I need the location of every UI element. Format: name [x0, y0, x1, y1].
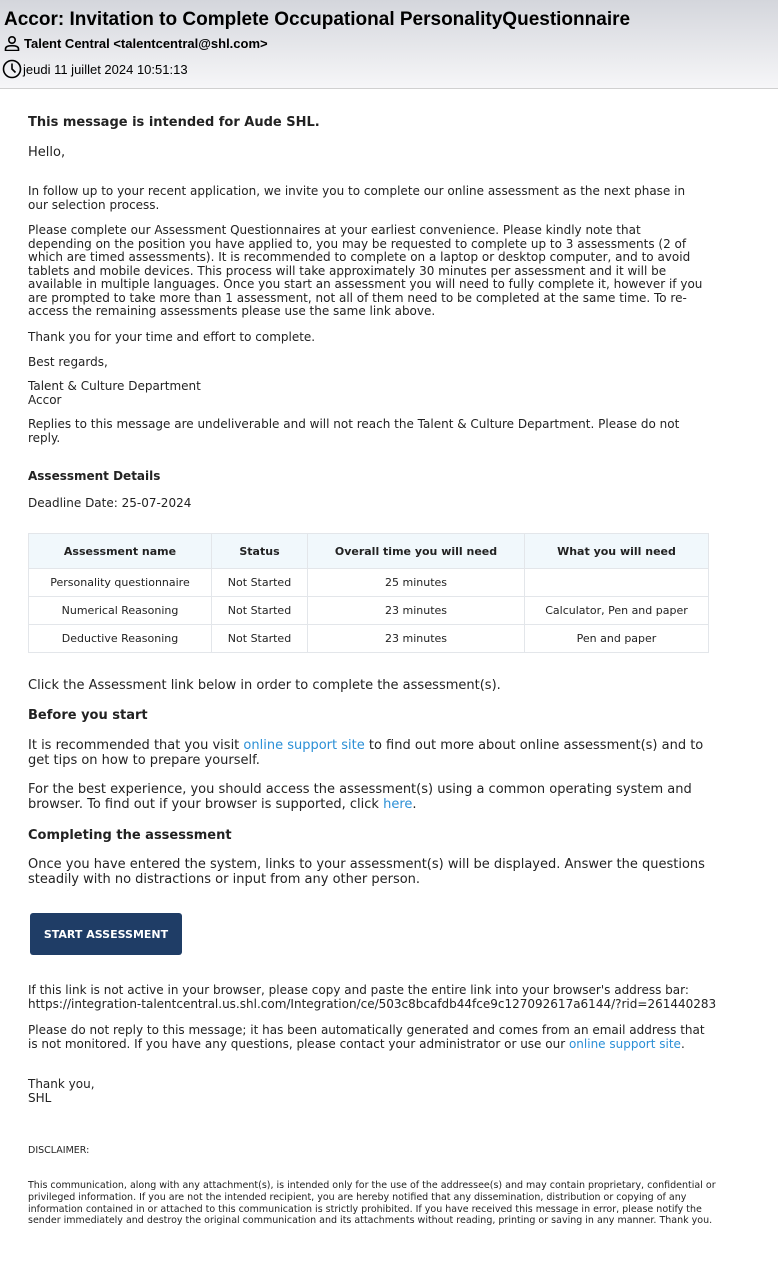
- regards-text: Best regards,: [28, 355, 108, 369]
- completing-paragraph: Once you have entered the system, links to your assessment(s) will be displayed. Answer the questions steadily with no distractions or input from any other person.: [28, 857, 705, 887]
- cell: Not Started: [212, 625, 308, 653]
- cell: Not Started: [212, 569, 308, 597]
- cell: Numerical Reasoning: [29, 597, 212, 625]
- cell: 23 minutes: [308, 597, 525, 625]
- noreply-paragraph: [28, 1024, 708, 1051]
- cell: Pen and paper: [525, 625, 709, 653]
- text: It is recommended that you visit: [28, 738, 244, 753]
- assessment-url[interactable]: https://integration-talentcentral.us.shl.com/Integration/ce/503c8bcafdb44fce9c127092617a6144/?rid=261440283: [28, 996, 717, 1011]
- department: Talent & Culture Department: [28, 379, 201, 393]
- browser-check-link[interactable]: here: [383, 797, 413, 812]
- cell: Calculator, Pen and paper: [525, 597, 709, 625]
- email-header: [0, 0, 778, 89]
- header-cell: Overall time you will need: [308, 534, 525, 569]
- link-note: [28, 984, 728, 1011]
- online-support-link[interactable]: online support site: [243, 738, 365, 753]
- cell: 25 minutes: [308, 569, 525, 597]
- cell: Not Started: [212, 597, 308, 625]
- click-instruction: Click the Assessment link below in order to complete the assessment(s).: [28, 678, 501, 693]
- cell: 23 minutes: [308, 625, 525, 653]
- paragraph-intro: In follow up to your recent application, we invite you to complete our online assessment as the next phase in our selection process.: [28, 184, 686, 212]
- text: For the best experience, you should access the assessment(s) using a common operating system and browser. To find out if your browser is supported, click: [28, 782, 692, 812]
- date-text: jeudi 11 juillet 2024 10:51:13: [23, 61, 188, 77]
- header-cell: Status: [212, 534, 308, 569]
- sender-text: Talent Central <talentcentral@shl.com>: [24, 35, 268, 51]
- greeting: Hello,: [28, 145, 66, 160]
- cell: [525, 569, 709, 597]
- browser-paragraph: [28, 782, 708, 812]
- details-heading: Assessment Details: [28, 469, 161, 483]
- email-sender: [4, 35, 268, 51]
- recommend-paragraph: [28, 738, 708, 768]
- text: .: [680, 1036, 685, 1051]
- replies-note: Replies to this message are undeliverable and will not reach the Talent & Culture Department. Please do not reply.: [28, 417, 680, 445]
- start-assessment-button[interactable]: START ASSESSMENT: [30, 913, 182, 955]
- table-header-row: [29, 534, 709, 569]
- person-icon: [4, 35, 20, 51]
- table-row: [29, 569, 709, 597]
- table-row: [29, 625, 709, 653]
- email-subject: Accor: Invitation to Complete Occupational PersonalityQuestionnaire: [4, 9, 631, 30]
- intended-recipient: This message is intended for Aude SHL.: [28, 115, 320, 130]
- text: If this link is not active in your browser, please copy and paste the entire link into your browser's address bar:: [28, 983, 689, 997]
- cell: Deductive Reasoning: [29, 625, 212, 653]
- email-date: [2, 59, 188, 79]
- deadline: Deadline Date: 25-07-2024: [28, 496, 192, 510]
- disclaimer-text: This communication, along with any attachment(s), is intended only for the use of the addressee(s) and may contain proprietary, confidential or privileged information. If you are not the intended recipient, you are hereby notified that any dissemination, distribution or copying of any information contained in or attached to this communication is strictly prohibited. If you have received this message in error, please notify the sender immediately and destroy the original communication and its attachments without reading, printing or saving in any manner. Thank you.: [28, 1180, 716, 1227]
- thanks-text: Thank you for your time and effort to complete.: [28, 330, 316, 344]
- cell: Personality questionnaire: [29, 569, 212, 597]
- completing-heading: Completing the assessment: [28, 828, 232, 843]
- thank-you: Thank you,: [28, 1077, 95, 1091]
- header-cell: What you will need: [525, 534, 709, 569]
- signature: SHL: [28, 1091, 52, 1105]
- text: .: [412, 797, 417, 812]
- company: Accor: [28, 393, 62, 407]
- online-support-link-2[interactable]: online support site: [568, 1036, 681, 1051]
- assessment-table: [28, 533, 709, 653]
- before-heading: Before you start: [28, 708, 148, 723]
- text: Please do not reply to this message; it has been automatically generated and comes from an email address that is not monitored. If you have any questions, please contact your administrator or use our: [28, 1023, 705, 1051]
- header-cell: Assessment name: [29, 534, 212, 569]
- clock-icon: [2, 59, 22, 79]
- paragraph-instructions: Please complete our Assessment Questionnaires at your earliest convenience. Please kindly note that depending on the position you have applied to, you may be requested to complete up to 3 assessments (2 of which are timed assessments). It is recommended to complete on a laptop or desktop computer, and to avoid tablets and mobile devices. This process will take approximately 30 minutes per assessment and it will be available in multiple languages. Once you start an assessment you will need to fully complete it, however if you are prompted to take more than 1 assessment, not all of them need to be completed at the same time. To re-access the remaining assessments please use the same link above.: [28, 223, 703, 318]
- text: to find out more about online assessment(s) and to get tips on how to prepare yourself.: [28, 738, 704, 768]
- table-row: [29, 597, 709, 625]
- disclaimer-heading: DISCLAIMER:: [28, 1145, 90, 1156]
